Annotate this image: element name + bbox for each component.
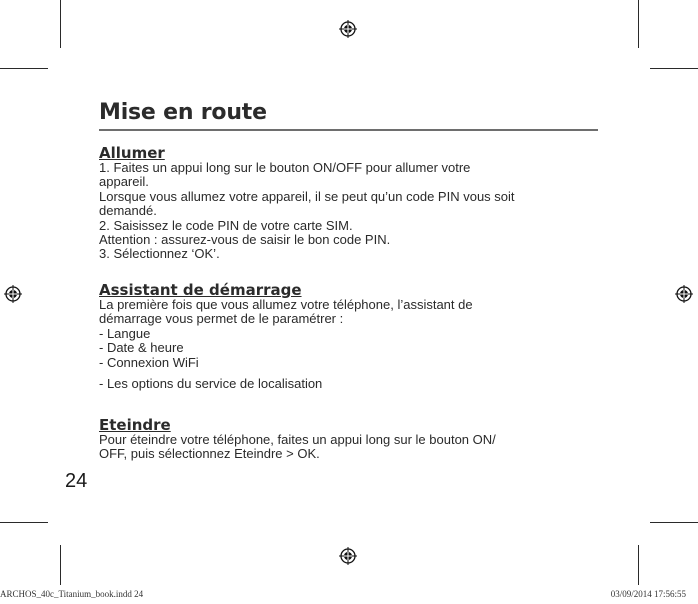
list-item: - Langue: [99, 325, 151, 341]
print-timestamp: 03/09/2014 17:56:55: [610, 589, 686, 599]
crop-mark-icon: [638, 0, 639, 48]
registration-mark-icon: [675, 285, 693, 303]
page-header: [99, 100, 619, 126]
page-number: 24: [65, 470, 88, 492]
title-divider: [99, 129, 598, 131]
text-line: 3. Sélectionnez ‘OK’.: [99, 246, 220, 262]
registration-mark-icon: [339, 547, 357, 565]
section-assistant-demarrage: [99, 282, 619, 391]
text-line: 2. Saisissez le code PIN de votre carte SIM.: [99, 217, 353, 233]
text-line: Attention : assurez-vous de saisir le bon code PIN.: [99, 232, 391, 248]
crop-mark-icon: [0, 68, 48, 69]
list-item: - Date & heure: [99, 340, 184, 356]
text-line: démarrage vous permet de le paramétrer :: [99, 311, 344, 327]
crop-mark-icon: [650, 68, 698, 69]
crop-mark-icon: [0, 522, 48, 523]
text-line: demandé.: [99, 203, 157, 219]
text-line: Pour éteindre votre téléphone, faites un appui long sur le bouton ON/: [99, 432, 496, 447]
file-slug: ARCHOS_40c_Titanium_book.indd 24: [0, 589, 144, 599]
section-eteindre: [99, 417, 619, 462]
crop-mark-icon: [650, 522, 698, 523]
registration-mark-icon: [4, 285, 22, 303]
text-line: La première fois que vous allumez votre téléphone, l’assistant de: [99, 297, 473, 312]
list-item: - Connexion WiFi: [99, 354, 199, 370]
text-line: appareil.: [99, 174, 149, 190]
section-heading: Allumer: [99, 144, 165, 162]
section-heading: Assistant de démarrage: [99, 281, 302, 299]
crop-mark-icon: [60, 545, 61, 585]
text-line: OFF, puis sélectionnez Eteindre > OK.: [99, 446, 320, 462]
crop-mark-icon: [60, 0, 61, 48]
section-heading: Eteindre: [99, 416, 171, 434]
registration-mark-icon: [339, 20, 357, 38]
text-line: 1. Faites un appui long sur le bouton ON/OFF pour allumer votre: [99, 160, 471, 175]
crop-mark-icon: [638, 545, 639, 585]
text-line: Lorsque vous allumez votre appareil, il se peut qu’un code PIN vous soit: [99, 188, 515, 204]
section-allumer: [99, 145, 619, 262]
page-title: Mise en route: [99, 100, 267, 125]
list-item: - Les options du service de localisation: [99, 376, 323, 392]
